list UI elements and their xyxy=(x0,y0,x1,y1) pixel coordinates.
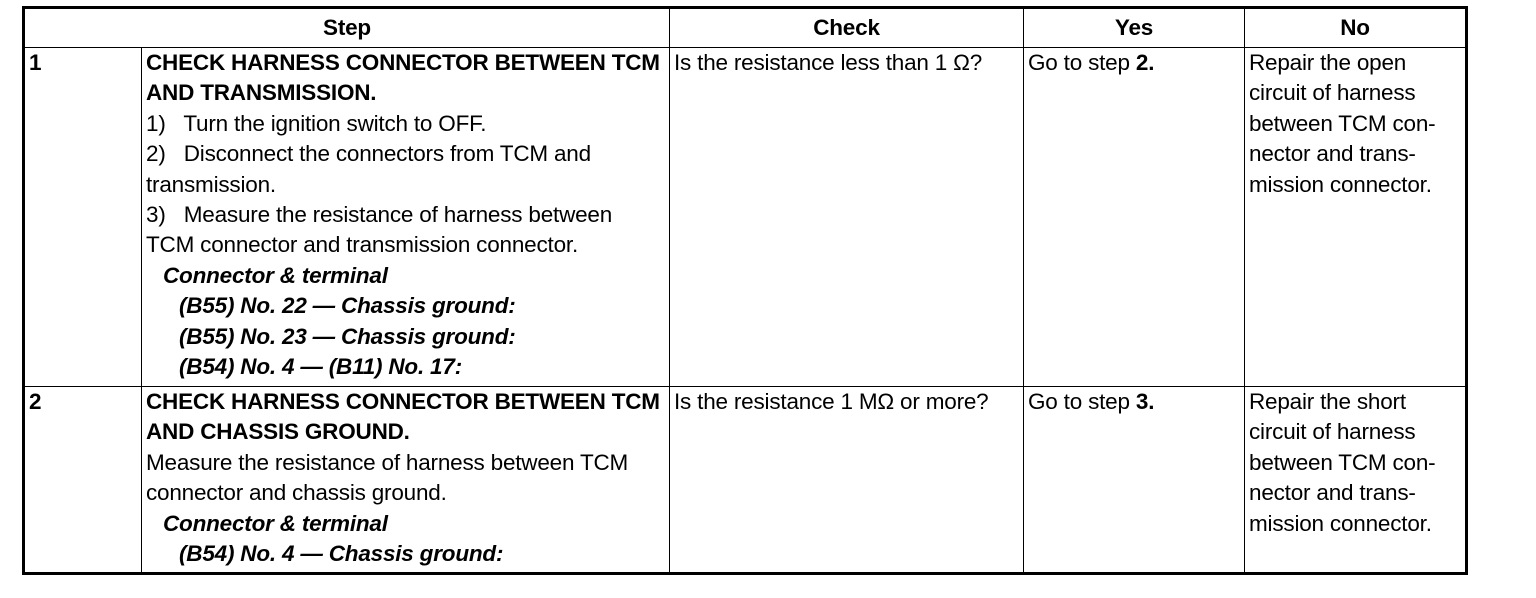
yes-header: Yes xyxy=(1024,8,1245,48)
no-cell: Repair the short circuit of harness between TCM con-nector and trans-mission connector. xyxy=(1245,387,1467,574)
check-cell: Is the resistance less than 1 Ω? xyxy=(670,48,1024,387)
no-cell: Repair the open circuit of harness between TCM con-nector and trans-mission connector. xyxy=(1245,48,1467,387)
connector-terminal-label: Connector & terminal xyxy=(163,510,388,536)
step-instruction: Measure the resistance of harness between TCM connector and chassis ground. xyxy=(146,449,629,506)
yes-period: . xyxy=(1148,50,1155,75)
yes-cell xyxy=(1024,48,1245,387)
table-row xyxy=(24,48,1467,387)
no-header: No xyxy=(1245,8,1467,48)
terminal-spec: (B55) No. 22 — Chassis ground: xyxy=(179,293,516,319)
step-number: 1 xyxy=(24,48,142,387)
yes-text: Go to step xyxy=(1028,50,1136,75)
step-cell xyxy=(142,48,670,387)
connector-terminal-label: Connector & terminal xyxy=(163,262,388,288)
header-row xyxy=(24,8,1467,48)
check-header: Check xyxy=(670,8,1024,48)
terminal-spec: (B54) No. 4 — Chassis ground: xyxy=(179,541,504,567)
step-heading: CHECK HARNESS CONNECTOR BETWEEN TCM AND CHASSIS GROUND. xyxy=(146,389,660,445)
yes-step-number: 3 xyxy=(1135,389,1149,414)
terminal-spec: (B54) No. 4 — (B11) No. 17: xyxy=(179,354,462,380)
yes-period: . xyxy=(1148,389,1155,414)
step-cell xyxy=(142,387,670,574)
yes-step-number: 2 xyxy=(1135,50,1149,75)
step-instruction: 2) Disconnect the connectors from TCM and transmission. xyxy=(146,141,591,197)
diagnostic-table xyxy=(22,6,1468,575)
step-header: Step xyxy=(24,8,670,48)
table-row xyxy=(24,387,1467,574)
yes-text: Go to step xyxy=(1028,389,1136,414)
yes-cell xyxy=(1024,387,1245,574)
step-instruction: 3) Measure the resistance of harness between TCM connector and transmission connector. xyxy=(146,202,613,258)
terminal-spec: (B55) No. 23 — Chassis ground: xyxy=(179,323,516,349)
step-instruction: 1) Turn the ignition switch to OFF. xyxy=(146,110,487,136)
step-heading: CHECK HARNESS CONNECTOR BETWEEN TCM AND TRANSMISSION. xyxy=(146,50,660,106)
step-number: 2 xyxy=(24,387,142,574)
check-cell: Is the resistance 1 MΩ or more? xyxy=(670,387,1024,574)
